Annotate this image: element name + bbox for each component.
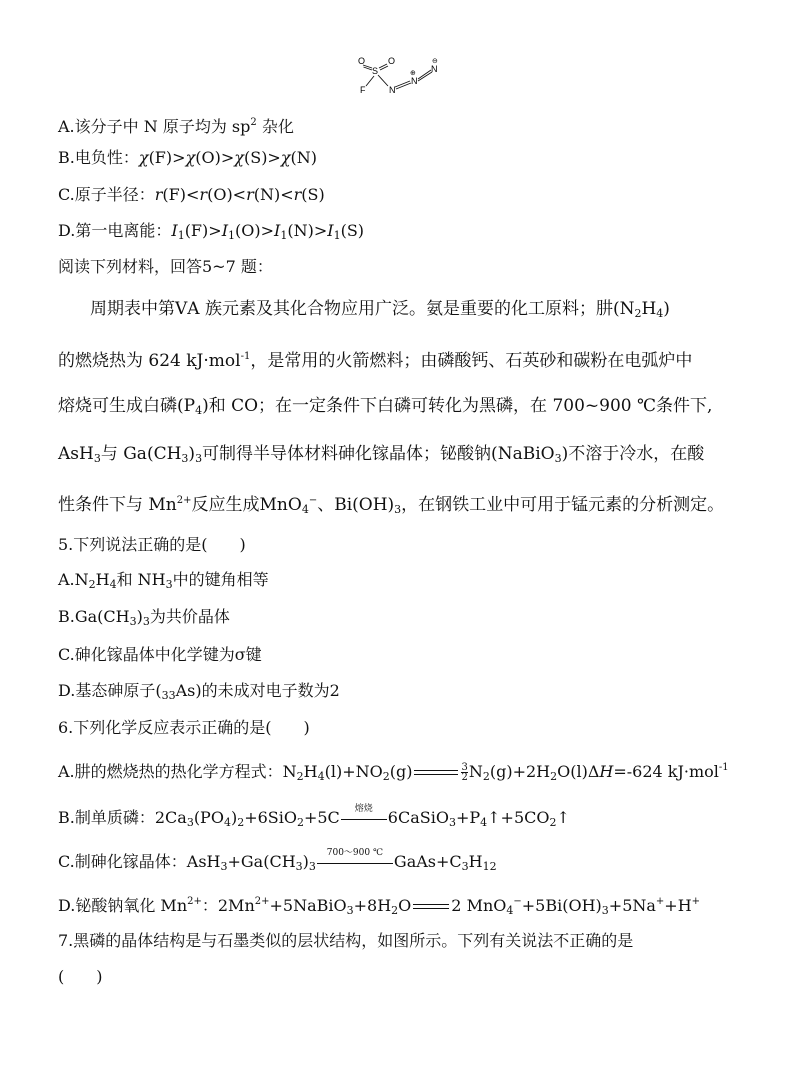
s: 12 — [482, 860, 497, 873]
s: 3 — [601, 904, 609, 917]
chi-f: (F)> — [148, 148, 186, 167]
reaction-arrow — [317, 847, 393, 872]
s: 4 — [223, 816, 231, 829]
t: O — [398, 896, 412, 915]
t: (g) — [389, 762, 413, 781]
atom-n2: N — [411, 76, 418, 86]
s: + — [655, 896, 665, 907]
passage-text: H — [641, 299, 657, 319]
reading-intro: 阅读下列材料，回答5~7 题： — [58, 257, 273, 276]
s: 4 — [506, 904, 514, 917]
t: B.Ga(CH — [58, 607, 130, 626]
chi-symbol: χ — [234, 148, 244, 167]
t: +6SiO — [244, 808, 297, 827]
i-symbol: I — [171, 221, 178, 240]
passage-text: ，是常用的火箭燃料；由磷酸钙、石英砂和碳粉在电弧炉中 — [250, 351, 693, 371]
t: 6CaSiO — [387, 808, 449, 827]
fraction-3-2 — [461, 763, 467, 782]
molecule-structure — [352, 54, 444, 100]
option-6a — [58, 758, 729, 787]
s: 4 — [480, 816, 488, 829]
t: H — [599, 762, 614, 781]
r-n: (N)< — [253, 185, 294, 204]
passage-line-5 — [58, 490, 724, 521]
passage-text: )和 CO；在一定条件下白磷可转化为黑磷，在 700~900 ℃条件下, — [202, 396, 713, 416]
atom-f: F — [360, 85, 366, 95]
t: (PO — [193, 808, 224, 827]
r-s: (S) — [301, 185, 325, 204]
passage-text: 、Bi(OH) — [317, 495, 395, 515]
s: 2 — [391, 904, 399, 917]
t: B.制单质磷：2Ca — [58, 808, 187, 827]
s: 3 — [186, 816, 194, 829]
r-symbol: r — [154, 185, 163, 204]
arrow-condition: 700～900 ℃ — [326, 847, 384, 858]
equals-sign — [414, 766, 458, 780]
i-symbol: I — [327, 221, 334, 240]
passage-sub: 4 — [301, 503, 309, 516]
option-4a-text: A.该分子中 N 原子均为 sp — [58, 117, 251, 136]
t: 2 MnO — [451, 896, 507, 915]
s: 2 — [296, 770, 304, 783]
option-5c: C.砷化镓晶体中化学键为σ键 — [58, 645, 262, 664]
s: 3 — [220, 860, 228, 873]
t: +Ga(CH — [227, 852, 296, 871]
question-6-stem: 6.下列化学反应表示正确的是( ) — [58, 718, 310, 737]
s: 3 — [129, 615, 137, 628]
t: =-624 kJ·mol — [613, 762, 719, 781]
passage-sub: 3 — [554, 452, 562, 465]
passage-sub: 3 — [394, 503, 402, 516]
t: A.肼的燃烧热的热化学方程式：N — [58, 762, 297, 781]
question-7-stem: 7.黑磷的晶体结构是与石墨类似的层状结构，如图所示。下列有关说法不正确的是 — [58, 931, 634, 950]
passage-sup: -1 — [240, 351, 251, 362]
t: ↑ — [556, 808, 570, 827]
passage-text: 可制得半导体材料砷化镓晶体；铋酸钠(NaBiO — [202, 444, 555, 464]
i-symbol: I — [221, 221, 229, 240]
option-6d — [58, 892, 700, 921]
s: 2+ — [187, 896, 202, 907]
chi-symbol: χ — [185, 148, 196, 167]
t: 为共价晶体 — [149, 607, 230, 626]
passage-line-2 — [58, 346, 692, 372]
s: 2+ — [254, 896, 270, 907]
i-sub: 1 — [333, 229, 341, 242]
s: 2 — [382, 770, 390, 783]
t: +5Na — [608, 896, 656, 915]
option-4c — [58, 185, 325, 205]
s: 2 — [549, 816, 557, 829]
t: ：2Mn — [201, 896, 255, 915]
i-sub: 1 — [177, 229, 185, 242]
t: H — [468, 852, 483, 871]
option-5d — [58, 681, 340, 706]
passage-text: ) — [663, 299, 670, 319]
t: +8H — [353, 896, 392, 915]
i-f: (F)> — [184, 221, 222, 240]
atom-o2: O — [388, 56, 396, 66]
r-o: (O)< — [207, 185, 247, 204]
i-symbol: I — [274, 221, 281, 240]
atom-n3: N — [431, 64, 438, 74]
r-f: (F)< — [162, 185, 200, 204]
t: A.N — [58, 570, 89, 589]
t: +5NaBiO — [269, 896, 347, 915]
passage-text: 性条件下与 Mn — [58, 495, 177, 515]
option-4a-sup: 2 — [250, 117, 257, 128]
passage-text: 与 Ga(CH — [100, 444, 182, 464]
t: N — [468, 762, 483, 781]
t: As)的未成对电子数为2 — [175, 681, 340, 700]
charge-plus: ⊕ — [410, 69, 416, 77]
t: +5C — [303, 808, 340, 827]
passage-sub: 3 — [181, 452, 189, 465]
s: -1 — [718, 762, 729, 773]
i-sub: 1 — [228, 229, 236, 242]
s: 3 — [461, 860, 469, 873]
atom-n1: N — [389, 85, 396, 95]
t: H — [303, 762, 318, 781]
passage-line-4 — [58, 443, 704, 470]
den: 2 — [461, 772, 468, 783]
arrow-condition: 熔烧 — [354, 803, 373, 814]
t: (l)+NO — [324, 762, 383, 781]
t: ) — [136, 607, 143, 626]
i-s: (S) — [340, 221, 365, 240]
passage-line-3 — [58, 395, 712, 422]
t: +P — [455, 808, 481, 827]
s: 4 — [317, 770, 325, 783]
s: 2 — [482, 770, 490, 783]
passage-text: 反应生成MnO — [191, 495, 302, 515]
option-6b — [58, 803, 570, 833]
option-4d — [58, 221, 364, 246]
s: 3 — [165, 578, 173, 591]
chi-symbol: χ — [280, 148, 291, 167]
passage-text: 熔烧可生成白磷(P — [58, 396, 196, 416]
num: 3 — [461, 762, 468, 773]
reaction-arrow — [341, 803, 387, 828]
t: H — [95, 570, 110, 589]
s: 4 — [109, 578, 117, 591]
s: 2 — [88, 578, 96, 591]
s: 3 — [448, 816, 456, 829]
option-4b — [58, 148, 317, 168]
i-sub: 1 — [280, 229, 288, 242]
i-n: (N)> — [287, 221, 328, 240]
s: 2 — [237, 816, 245, 829]
passage-text: AsH — [58, 444, 94, 464]
s: 2 — [296, 816, 304, 829]
passage-text: ，在钢铁工业中可用于锰元素的分析测定。 — [401, 495, 725, 515]
t: D.基态砷原子( — [58, 681, 162, 700]
s: − — [513, 896, 522, 907]
passage-sub: 3 — [195, 452, 203, 465]
charge-minus: ⊖ — [432, 57, 438, 65]
passage-text: 的燃烧热为 624 kJ·mol — [58, 351, 241, 371]
s: 3 — [308, 860, 316, 873]
s: 3 — [295, 860, 303, 873]
option-4d-text: D.第一电离能： — [58, 221, 172, 240]
option-4a — [58, 113, 294, 137]
question-7-paren: ( ) — [58, 967, 103, 986]
t: +5Bi(OH) — [521, 896, 602, 915]
passage-text: ) — [188, 444, 196, 464]
t: ) — [230, 808, 238, 827]
passage-text: )不溶于冷水，在酸 — [561, 444, 705, 464]
chi-symbol: χ — [138, 148, 149, 167]
atom-o1: O — [358, 56, 366, 66]
chi-n: (N) — [290, 148, 318, 167]
passage-sub: 3 — [93, 452, 101, 465]
option-4a-post: 杂化 — [256, 117, 294, 136]
t: 中的键角相等 — [172, 570, 269, 589]
t: +H — [664, 896, 692, 915]
r-symbol: r — [293, 185, 302, 204]
passage-sub: 4 — [656, 307, 664, 320]
t: C.制砷化镓晶体：AsH — [58, 852, 221, 871]
i-o: (O)> — [235, 221, 275, 240]
t: GaAs+C — [393, 852, 462, 871]
t: ↑+5CO — [487, 808, 550, 827]
atom-s: S — [372, 66, 379, 76]
equals-sign — [413, 900, 449, 914]
r-symbol: r — [246, 185, 254, 204]
passage-text: 周期表中第ⅤA 族元素及其化合物应用广泛。氨是重要的化工原料；肼(N — [90, 299, 635, 319]
s: 3 — [346, 904, 354, 917]
t: O(l)Δ — [557, 762, 600, 781]
passage-line-1 — [90, 298, 670, 325]
t: (g)+2H — [489, 762, 551, 781]
option-6c — [58, 847, 497, 877]
r-symbol: r — [199, 185, 208, 204]
s: 2 — [550, 770, 558, 783]
question-5-stem: 5.下列说法正确的是( ) — [58, 535, 246, 554]
passage-sup: 2+ — [176, 495, 192, 506]
s: 33 — [161, 689, 176, 702]
passage-sub: 4 — [195, 404, 203, 417]
t: D.铋酸钠氧化 Mn — [58, 896, 188, 915]
option-4b-text: B.电负性： — [58, 148, 139, 167]
option-4c-text: C.原子半径： — [58, 185, 155, 204]
option-5b — [58, 607, 230, 632]
chi-s: (S)> — [243, 148, 281, 167]
passage-sub: 2 — [634, 307, 642, 320]
s: 3 — [142, 615, 150, 628]
option-5a — [58, 570, 269, 595]
s: + — [691, 896, 701, 907]
chi-o: (O)> — [195, 148, 235, 167]
t: 和 NH — [116, 570, 166, 589]
passage-sup: − — [308, 495, 318, 506]
t: ) — [302, 852, 309, 871]
